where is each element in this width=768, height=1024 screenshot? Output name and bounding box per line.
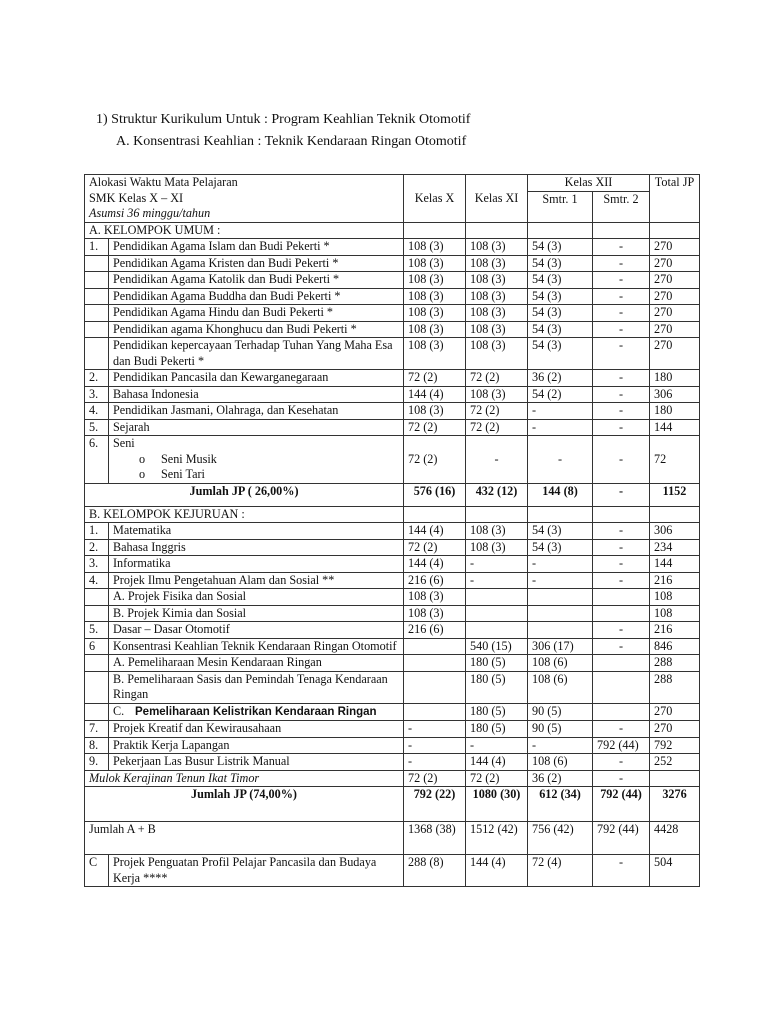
value-kelas-x xyxy=(404,703,466,721)
value-smtr-2: - xyxy=(593,255,650,272)
value-smtr-1: - xyxy=(528,556,593,573)
subject-name: Pendidikan Jasmani, Olahraga, dan Kesehatan xyxy=(109,403,404,420)
value-smtr-2: - xyxy=(593,622,650,639)
value-total: 306 xyxy=(650,523,700,540)
header-kelas-xii: Kelas XII xyxy=(528,175,650,192)
group-b-row xyxy=(85,506,700,523)
table-row xyxy=(85,272,700,289)
value-smtr-2: - xyxy=(593,436,650,484)
header-allocation-line2: SMK Kelas X – XI xyxy=(89,190,184,205)
value-total: 306 xyxy=(650,386,700,403)
mulok-s2: - xyxy=(593,770,650,787)
value-kelas-x: 108 (3) xyxy=(404,272,466,289)
empty-cell xyxy=(466,506,528,523)
table-row xyxy=(85,737,700,754)
row-number: 2. xyxy=(85,370,109,387)
subject-name: Projek Ilmu Pengetahuan Alam dan Sosial ** xyxy=(109,572,404,589)
value-smtr-2: - xyxy=(593,239,650,256)
value-smtr-1: 36 (2) xyxy=(528,370,593,387)
value-total: 234 xyxy=(650,539,700,556)
value-kelas-xi: 108 (3) xyxy=(466,305,528,322)
jumlah-ab-xi: 1512 (42) xyxy=(466,822,528,855)
total-xi: 432 (12) xyxy=(466,483,528,506)
value-smtr-1 xyxy=(528,589,593,606)
value-smtr-1: 90 (5) xyxy=(528,703,593,721)
table-row xyxy=(85,539,700,556)
value-smtr-2: - xyxy=(593,572,650,589)
jumlah-ab-s1: 756 (42) xyxy=(528,822,593,855)
value-kelas-xi: - xyxy=(466,436,528,484)
value-smtr-2: - xyxy=(593,721,650,738)
value-smtr-1: - xyxy=(528,572,593,589)
value-kelas-xi xyxy=(466,589,528,606)
value-kelas-x: 144 (4) xyxy=(404,523,466,540)
value-kelas-x: 108 (3) xyxy=(404,403,466,420)
value-kelas-xi: 108 (3) xyxy=(466,321,528,338)
group-a-title: A. KELOMPOK UMUM : xyxy=(85,222,404,239)
value-smtr-2 xyxy=(593,671,650,703)
header-smtr-2: Smtr. 2 xyxy=(593,191,650,222)
subject-name xyxy=(109,703,404,721)
jumlah-ab-row xyxy=(85,822,700,855)
row-number xyxy=(85,321,109,338)
mulok-xi: 72 (2) xyxy=(466,770,528,787)
subject-name: Pekerjaan Las Busur Listrik Manual xyxy=(109,754,404,771)
value-smtr-1: 108 (6) xyxy=(528,671,593,703)
table-row xyxy=(85,589,700,606)
value-smtr-1: 54 (3) xyxy=(528,338,593,370)
value-total: 846 xyxy=(650,638,700,655)
table-row xyxy=(85,703,700,721)
empty-cell xyxy=(650,506,700,523)
value-kelas-x: 72 (2) xyxy=(404,436,466,484)
subject-name: Konsentrasi Keahlian Teknik Kendaraan Ringan Otomotif xyxy=(109,638,404,655)
row-number xyxy=(85,305,109,322)
mulok-s1: 36 (2) xyxy=(528,770,593,787)
value-total: 144 xyxy=(650,556,700,573)
value-total: 270 xyxy=(650,288,700,305)
header-kelas-x: Kelas X xyxy=(404,175,466,223)
value-kelas-x: 72 (2) xyxy=(404,370,466,387)
value-kelas-x: 108 (3) xyxy=(404,305,466,322)
value-kelas-x: - xyxy=(404,737,466,754)
subject-name: Praktik Kerja Lapangan xyxy=(109,737,404,754)
curriculum-table xyxy=(84,174,700,887)
row-number: 5. xyxy=(85,622,109,639)
value-kelas-x: - xyxy=(404,754,466,771)
row-number: 4. xyxy=(85,403,109,420)
row-number: 6. xyxy=(85,436,109,484)
header-smtr-1: Smtr. 1 xyxy=(528,191,593,222)
row-number xyxy=(85,703,109,721)
subject-name-bold: Pemeliharaan Kelistrikan Kendaraan Ringan xyxy=(135,705,377,718)
value-smtr-2: - xyxy=(593,754,650,771)
value-kelas-xi: 180 (5) xyxy=(466,671,528,703)
subject-name xyxy=(109,436,404,484)
empty-cell xyxy=(593,506,650,523)
total-t: 1152 xyxy=(650,483,700,506)
table-row xyxy=(85,239,700,256)
value-kelas-xi: 180 (5) xyxy=(466,721,528,738)
value-kelas-x: 108 (3) xyxy=(404,255,466,272)
table-row xyxy=(85,403,700,420)
value-kelas-xi: - xyxy=(466,556,528,573)
total-label: Jumlah JP (74,00%) xyxy=(85,787,404,822)
value-total: 792 xyxy=(650,737,700,754)
header-kelas-xi: Kelas XI xyxy=(466,175,528,223)
value-kelas-x: 216 (6) xyxy=(404,572,466,589)
subject-name: Pendidikan agama Khonghucu dan Budi Pekerti * xyxy=(109,321,404,338)
value-smtr-1: - xyxy=(528,419,593,436)
value-smtr-2: - xyxy=(593,338,650,370)
value-kelas-x: 108 (3) xyxy=(404,288,466,305)
value-kelas-xi: 540 (15) xyxy=(466,638,528,655)
value-smtr-1: 54 (3) xyxy=(528,523,593,540)
seni-musik-item: o Seni Musik xyxy=(113,452,399,468)
value-smtr-2 xyxy=(593,703,650,721)
value-smtr-2 xyxy=(593,605,650,622)
table-row xyxy=(85,321,700,338)
value-total: 270 xyxy=(650,703,700,721)
row-number xyxy=(85,288,109,305)
value-kelas-x: 108 (3) xyxy=(404,321,466,338)
value-smtr-1: 54 (3) xyxy=(528,321,593,338)
table-row xyxy=(85,721,700,738)
value-kelas-x: 144 (4) xyxy=(404,556,466,573)
value-total: 144 xyxy=(650,419,700,436)
header-allocation-line1: Alokasi Waktu Mata Pelajaran xyxy=(89,175,238,189)
value-total: 108 xyxy=(650,589,700,606)
subject-name: Pendidikan Agama Islam dan Budi Pekerti * xyxy=(109,239,404,256)
value-kelas-xi: 180 (5) xyxy=(466,655,528,672)
value-total: 270 xyxy=(650,305,700,322)
row-number xyxy=(85,338,109,370)
value-total: 270 xyxy=(650,239,700,256)
value-smtr-1: - xyxy=(528,403,593,420)
row-number: 3. xyxy=(85,386,109,403)
value-kelas-x: 216 (6) xyxy=(404,622,466,639)
row-number: 8. xyxy=(85,737,109,754)
value-smtr-1: 90 (5) xyxy=(528,721,593,738)
value-smtr-1: 54 (3) xyxy=(528,288,593,305)
subject-name: Pendidikan Agama Kristen dan Budi Pekerti * xyxy=(109,255,404,272)
value-kelas-xi: 108 (3) xyxy=(466,523,528,540)
value-kelas-xi: 72 (2) xyxy=(466,403,528,420)
table-row xyxy=(85,419,700,436)
value-kelas-x xyxy=(404,671,466,703)
value-kelas-xi: 144 (4) xyxy=(466,855,528,887)
row-number xyxy=(85,272,109,289)
subject-name: Pendidikan Agama Buddha dan Budi Pekerti * xyxy=(109,288,404,305)
value-smtr-1: - xyxy=(528,737,593,754)
row-number: 2. xyxy=(85,539,109,556)
table-row xyxy=(85,338,700,370)
subject-name: Pendidikan kepercayaan Terhadap Tuhan Yang Maha Esa dan Budi Pekerti * xyxy=(109,338,404,370)
value-total: 270 xyxy=(650,338,700,370)
subject-letter: C. xyxy=(113,703,125,718)
total-label: Jumlah JP ( 26,00%) xyxy=(85,483,404,506)
empty-cell xyxy=(404,506,466,523)
jumlah-ab-x: 1368 (38) xyxy=(404,822,466,855)
value-smtr-2: - xyxy=(593,419,650,436)
jumlah-a-row xyxy=(85,483,700,506)
subject-name: A. Pemeliharaan Mesin Kendaraan Ringan xyxy=(109,655,404,672)
value-smtr-2: - xyxy=(593,272,650,289)
value-total: 72 xyxy=(650,436,700,484)
value-kelas-x: 108 (3) xyxy=(404,589,466,606)
table-row-c xyxy=(85,855,700,887)
value-kelas-x: - xyxy=(404,721,466,738)
row-number: 6 xyxy=(85,638,109,655)
total-s2: 792 (44) xyxy=(593,787,650,822)
mulok-name: Mulok Kerajinan Tenun Ikat Timor xyxy=(85,770,404,787)
subject-name: Projek Kreatif dan Kewirausahaan xyxy=(109,721,404,738)
value-total: 270 xyxy=(650,272,700,289)
value-kelas-xi xyxy=(466,605,528,622)
value-kelas-x xyxy=(404,655,466,672)
value-kelas-x: 72 (2) xyxy=(404,539,466,556)
row-number: 3. xyxy=(85,556,109,573)
table-row xyxy=(85,305,700,322)
group-a-row xyxy=(85,222,700,239)
jumlah-b-row xyxy=(85,787,700,822)
value-total: 270 xyxy=(650,721,700,738)
value-smtr-1 xyxy=(528,605,593,622)
value-smtr-1: 108 (6) xyxy=(528,655,593,672)
value-total: 504 xyxy=(650,855,700,887)
header-allocation xyxy=(85,175,404,223)
value-total: 180 xyxy=(650,403,700,420)
subject-name: Sejarah xyxy=(109,419,404,436)
subject-name: Informatika xyxy=(109,556,404,573)
value-kelas-x xyxy=(404,638,466,655)
subject-name: Matematika xyxy=(109,523,404,540)
value-kelas-xi: 72 (2) xyxy=(466,370,528,387)
value-smtr-2 xyxy=(593,655,650,672)
value-kelas-xi: 72 (2) xyxy=(466,419,528,436)
value-kelas-x: 108 (3) xyxy=(404,605,466,622)
table-row xyxy=(85,655,700,672)
value-kelas-xi xyxy=(466,622,528,639)
value-total: 216 xyxy=(650,572,700,589)
value-kelas-xi: 180 (5) xyxy=(466,703,528,721)
total-x: 576 (16) xyxy=(404,483,466,506)
header-total: Total JP xyxy=(650,175,700,223)
value-smtr-2: - xyxy=(593,855,650,887)
value-smtr-2 xyxy=(593,589,650,606)
value-smtr-2: - xyxy=(593,523,650,540)
row-number: 4. xyxy=(85,572,109,589)
value-smtr-1 xyxy=(528,622,593,639)
value-smtr-1: 54 (3) xyxy=(528,539,593,556)
table-row xyxy=(85,622,700,639)
table-row xyxy=(85,556,700,573)
total-xi: 1080 (30) xyxy=(466,787,528,822)
mulok-row xyxy=(85,770,700,787)
jumlah-ab-t: 4428 xyxy=(650,822,700,855)
table-row xyxy=(85,572,700,589)
subject-name: Projek Penguatan Profil Pelajar Pancasila dan Budaya Kerja **** xyxy=(109,855,404,887)
value-kelas-xi: 108 (3) xyxy=(466,338,528,370)
row-number: 1. xyxy=(85,523,109,540)
value-kelas-xi: 144 (4) xyxy=(466,754,528,771)
table-row xyxy=(85,255,700,272)
table-row-seni xyxy=(85,436,700,484)
total-s1: 144 (8) xyxy=(528,483,593,506)
value-smtr-2: 792 (44) xyxy=(593,737,650,754)
heading-line-2: A. Konsentrasi Keahlian : Teknik Kendaraan Ringan Otomotif xyxy=(116,134,467,149)
value-smtr-2: - xyxy=(593,370,650,387)
value-smtr-1: 108 (6) xyxy=(528,754,593,771)
value-smtr-2: - xyxy=(593,386,650,403)
value-kelas-xi: 108 (3) xyxy=(466,239,528,256)
subject-name: Pendidikan Agama Katolik dan Budi Pekerti * xyxy=(109,272,404,289)
row-number: 5. xyxy=(85,419,109,436)
value-total: 180 xyxy=(650,370,700,387)
value-kelas-xi: 108 (3) xyxy=(466,272,528,289)
row-number xyxy=(85,655,109,672)
value-smtr-2: - xyxy=(593,638,650,655)
mulok-t xyxy=(650,770,700,787)
mulok-x: 72 (2) xyxy=(404,770,466,787)
value-kelas-xi: 108 (3) xyxy=(466,288,528,305)
value-kelas-x: 288 (8) xyxy=(404,855,466,887)
value-smtr-2: - xyxy=(593,556,650,573)
value-smtr-1: - xyxy=(528,436,593,484)
subject-name: Dasar – Dasar Otomotif xyxy=(109,622,404,639)
total-s1: 612 (34) xyxy=(528,787,593,822)
value-smtr-1: 54 (3) xyxy=(528,305,593,322)
value-kelas-xi: 108 (3) xyxy=(466,255,528,272)
value-smtr-1: 54 (2) xyxy=(528,386,593,403)
value-smtr-2: - xyxy=(593,403,650,420)
seni-tari-item: o Seni Tari xyxy=(113,467,399,483)
total-s2: - xyxy=(593,483,650,506)
subject-name: A. Projek Fisika dan Sosial xyxy=(109,589,404,606)
table-row xyxy=(85,370,700,387)
value-total: 252 xyxy=(650,754,700,771)
group-b-title: B. KELOMPOK KEJURUAN : xyxy=(85,506,404,523)
jumlah-ab-s2: 792 (44) xyxy=(593,822,650,855)
row-number xyxy=(85,589,109,606)
table-row xyxy=(85,605,700,622)
row-number xyxy=(85,255,109,272)
value-smtr-2: - xyxy=(593,321,650,338)
table-row xyxy=(85,671,700,703)
row-number: 1. xyxy=(85,239,109,256)
value-total: 270 xyxy=(650,321,700,338)
value-kelas-x: 144 (4) xyxy=(404,386,466,403)
table-row xyxy=(85,386,700,403)
value-kelas-xi: - xyxy=(466,737,528,754)
heading-line-1: 1) Struktur Kurikulum Untuk : Program Keahlian Teknik Otomotif xyxy=(96,112,471,127)
empty-cell xyxy=(528,506,593,523)
table-row xyxy=(85,638,700,655)
subject-name: B. Projek Kimia dan Sosial xyxy=(109,605,404,622)
jumlah-ab-label: Jumlah A + B xyxy=(85,822,404,855)
value-smtr-1: 54 (3) xyxy=(528,272,593,289)
subject-name: Pendidikan Agama Hindu dan Budi Pekerti * xyxy=(109,305,404,322)
value-total: 270 xyxy=(650,255,700,272)
total-t: 3276 xyxy=(650,787,700,822)
value-kelas-xi: 108 (3) xyxy=(466,386,528,403)
value-smtr-2: - xyxy=(593,305,650,322)
value-kelas-x: 108 (3) xyxy=(404,239,466,256)
row-number xyxy=(85,605,109,622)
value-smtr-1: 54 (3) xyxy=(528,255,593,272)
row-number: 7. xyxy=(85,721,109,738)
table-row xyxy=(85,523,700,540)
value-total: 288 xyxy=(650,655,700,672)
value-smtr-1: 306 (17) xyxy=(528,638,593,655)
value-total: 216 xyxy=(650,622,700,639)
header-allocation-line3: Asumsi 36 minggu/tahun xyxy=(89,206,211,220)
value-kelas-x: 72 (2) xyxy=(404,419,466,436)
value-total: 288 xyxy=(650,671,700,703)
subject-name: Pendidikan Pancasila dan Kewarganegaraan xyxy=(109,370,404,387)
total-x: 792 (22) xyxy=(404,787,466,822)
seni-title: Seni xyxy=(113,436,135,450)
header-row-1 xyxy=(85,175,700,192)
subject-name: Bahasa Indonesia xyxy=(109,386,404,403)
row-number: C xyxy=(85,855,109,887)
value-smtr-2: - xyxy=(593,288,650,305)
value-smtr-1: 54 (3) xyxy=(528,239,593,256)
subject-name: B. Pemeliharaan Sasis dan Pemindah Tenaga Kendaraan Ringan xyxy=(109,671,404,703)
subject-name: Bahasa Inggris xyxy=(109,539,404,556)
value-kelas-xi: - xyxy=(466,572,528,589)
value-total: 108 xyxy=(650,605,700,622)
table-row xyxy=(85,754,700,771)
value-kelas-x: 108 (3) xyxy=(404,338,466,370)
value-smtr-1: 72 (4) xyxy=(528,855,593,887)
table-row xyxy=(85,288,700,305)
row-number: 9. xyxy=(85,754,109,771)
row-number xyxy=(85,671,109,703)
value-kelas-xi: 108 (3) xyxy=(466,539,528,556)
value-smtr-2: - xyxy=(593,539,650,556)
